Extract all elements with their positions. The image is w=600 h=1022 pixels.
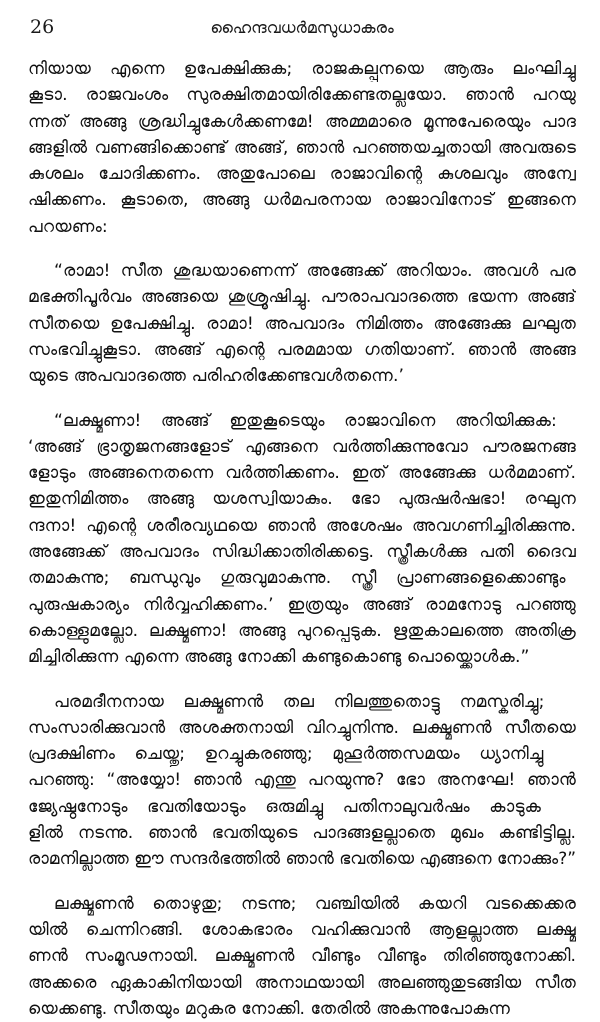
text-line: യിൽ ചെന്നിറങ്ങി. ശോകഭാരം വഹിക്കുവാൻ ആളല്ലാത്ത ലക്ഷ്മ — [28, 919, 576, 940]
paragraph — [28, 408, 576, 671]
text-line: ണൻ സംമൂഢനായി. ലക്ഷ്മണൻ വീണ്ടും വീണ്ടും തിരിഞ്ഞുനോക്കി. — [28, 946, 576, 967]
text-line: രാമനില്ലാത്ത ഈ സന്ദർഭത്തിൽ ഞാൻ ഭവതിയെ എങ്ങനെ നോക്കും?” — [28, 849, 576, 870]
text-line: മഭക്തിപൂർവം അങ്ങയെ ശുശ്രൂഷിച്ചു. പൗരാപവാദത്തെ ഭയന്ന അങ്ങ് — [28, 287, 576, 308]
text-line: പ്രദക്ഷിണം ചെയ്തു; ഉറച്ചുകരഞ്ഞു; മുഹൂർത്തസമയം ധ്യാനിച്ചു — [28, 744, 544, 765]
text-line: അങ്ങേക്ക് അപവാദം സിദ്ധിക്കാതിരിക്കട്ടെ. സ്ത്രീകൾക്കു പതി ദൈവ — [28, 542, 576, 563]
text-line: മിച്ചിരിക്കുന്ന എന്നെ അങ്ങു നോക്കി കണ്ടുകൊണ്ടു പൊയ്ക്കൊൾക.” — [28, 647, 530, 668]
text-line: ‘അങ്ങ് ഭ്രാതൃജനങ്ങളോട് എങ്ങനെ വർത്തിക്കുന്നുവോ പൗരജനങ്ങ — [28, 436, 576, 457]
page-body — [28, 56, 576, 1022]
page-number: 26 — [30, 16, 55, 38]
text-line: പുരുഷകാര്യം നിർവ്വഹിക്കണം.’ ഇത്രയും അങ്ങ് രാമനോടു പറഞ്ഞു — [28, 594, 576, 615]
running-title: ഹൈന്ദവധർമസുധാകരം — [210, 18, 394, 37]
text-line: സംസാരിക്കുവാൻ അശക്തനായി വിറച്ചുനിന്നു. ലക്ഷ്മണൻ സീതയെ — [28, 717, 576, 738]
text-line: “രാമാ! സീത ശുദ്ധയാണെന്ന് അങ്ങേക്ക് അറിയാം. അവൾ പര — [54, 261, 576, 282]
text-line: നിയായ എന്നെ ഉപേക്ഷിക്കുക; രാജകല്പ്പനയെ ആരും ലംഘിച്ചു — [28, 59, 576, 79]
text-line: തമാകുന്നു; ബന്ധുവും ഗുരുവുമാകുന്നു. സ്ത്രീ പ്രാണങ്ങളെക്കൊണ്ടും — [28, 568, 566, 589]
paragraph — [28, 689, 576, 873]
text-line: പറയണം: — [28, 216, 108, 237]
paragraph — [28, 258, 576, 389]
text-line: ഇതുനിമിത്തം അങ്ങു യശസ്വിയാകും. ഭോ പുരുഷർഷഭാ! രഘുന — [28, 489, 576, 510]
text-line: ജ്യേഷ്ഠനോടും ഭവതിയോടും ഒരുമിച്ചു പതിനാലുവർഷം കാടുക — [28, 796, 542, 817]
text-line: കുശലം ചോദിക്കണം. അതുപോലെ രാജാവിന്റെ കുശലവും അന്വേ — [28, 164, 576, 185]
text-line: കൊള്ളുമല്ലോ. ലക്ഷ്മണാ! അങ്ങു പുറപ്പെടുക. ഋതുകാലത്തെ അതിക്ര — [28, 620, 576, 641]
text-line: സംഭവിച്ചുകൂടാ. അങ്ങ് എന്റെ പരമമായ ഗതിയാണ്. ഞാൻ അങ്ങ — [28, 339, 576, 360]
text-line: യുടെ അപവാദത്തെ പരിഹരിക്കേണ്ടവൾതന്നെ.’ — [28, 366, 404, 387]
text-line: ലക്ഷ്മണൻ തൊഴുതു; നടന്നു; വഞ്ചിയിൽ കയറി വടക്കെക്കര — [54, 893, 576, 914]
text-line: പരമദീനനായ ലക്ഷ്മണൻ തല നിലത്തുതൊട്ടു നമസ്കരിച്ചു; — [54, 691, 545, 712]
text-line: ളിൽ നടന്നു. ഞാൻ ഭവതിയുടെ പാദങ്ങളല്ലാതെ മുഖം കണ്ടിട്ടില്ല. — [28, 823, 576, 844]
text-line: ളോടും അങ്ങനെതന്നെ വർത്തിക്കണം. ഇത് അങ്ങേക്കു ധർമമാണ്. — [28, 463, 576, 484]
text-line: “ലക്ഷ്മണാ! അങ്ങ് ഇതുകൂടെയും രാജാവിനെ അറിയിക്കുക: — [54, 410, 557, 431]
paragraph — [28, 891, 576, 1022]
text-line: സീതയെ ഉപേക്ഷിച്ചു. രാമാ! അപവാദം നിമിത്തം അങ്ങേക്കു ലഘുത — [28, 313, 576, 334]
text-line: ന്ദനാ! എന്റെ ശരീരവ്യഥയെ ഞാൻ അശേഷം അവഗണിച്ചിരിക്കുന്നു. — [28, 515, 576, 536]
text-line: പറഞ്ഞു: “അയ്യോ! ഞാൻ എന്തു പറയുന്നു? ഭോ അനഘേ! ഞാൻ — [28, 770, 576, 791]
text-line: ഷിക്കണം. കൂടാതെ, അങ്ങു ധർമപരനായ രാജാവിനോട് ഇങ്ങനെ — [28, 190, 576, 211]
page-header — [28, 10, 576, 50]
text-line: കൂടാ. രാജവംശം സുരക്ഷിതമായിരിക്കേണ്ടതല്ലയോ. ഞാൻ പറയു — [28, 85, 576, 106]
text-line: യെക്കണ്ടു. സീതയും മറുകര നോക്കി. തേരിൽ അകന്നുപോകുന്ന — [28, 998, 511, 1019]
text-line: ങ്ങളിൽ വണങ്ങിക്കൊണ്ട് അങ്ങ്, ഞാൻ പറഞ്ഞയച്ചതായി അവരുടെ — [28, 137, 576, 158]
text-line: അക്കരെ ഏകാകിനിയായി അനാഥയായി അലഞ്ഞുതുടങ്ങിയ സീത — [28, 972, 576, 993]
text-line: ന്നത് അങ്ങു ശ്രദ്ധിച്ചുകേൾക്കണമേ! അമ്മമാരെ മൂന്നുപേരെയും പാദ — [28, 111, 576, 132]
paragraph — [28, 56, 576, 240]
